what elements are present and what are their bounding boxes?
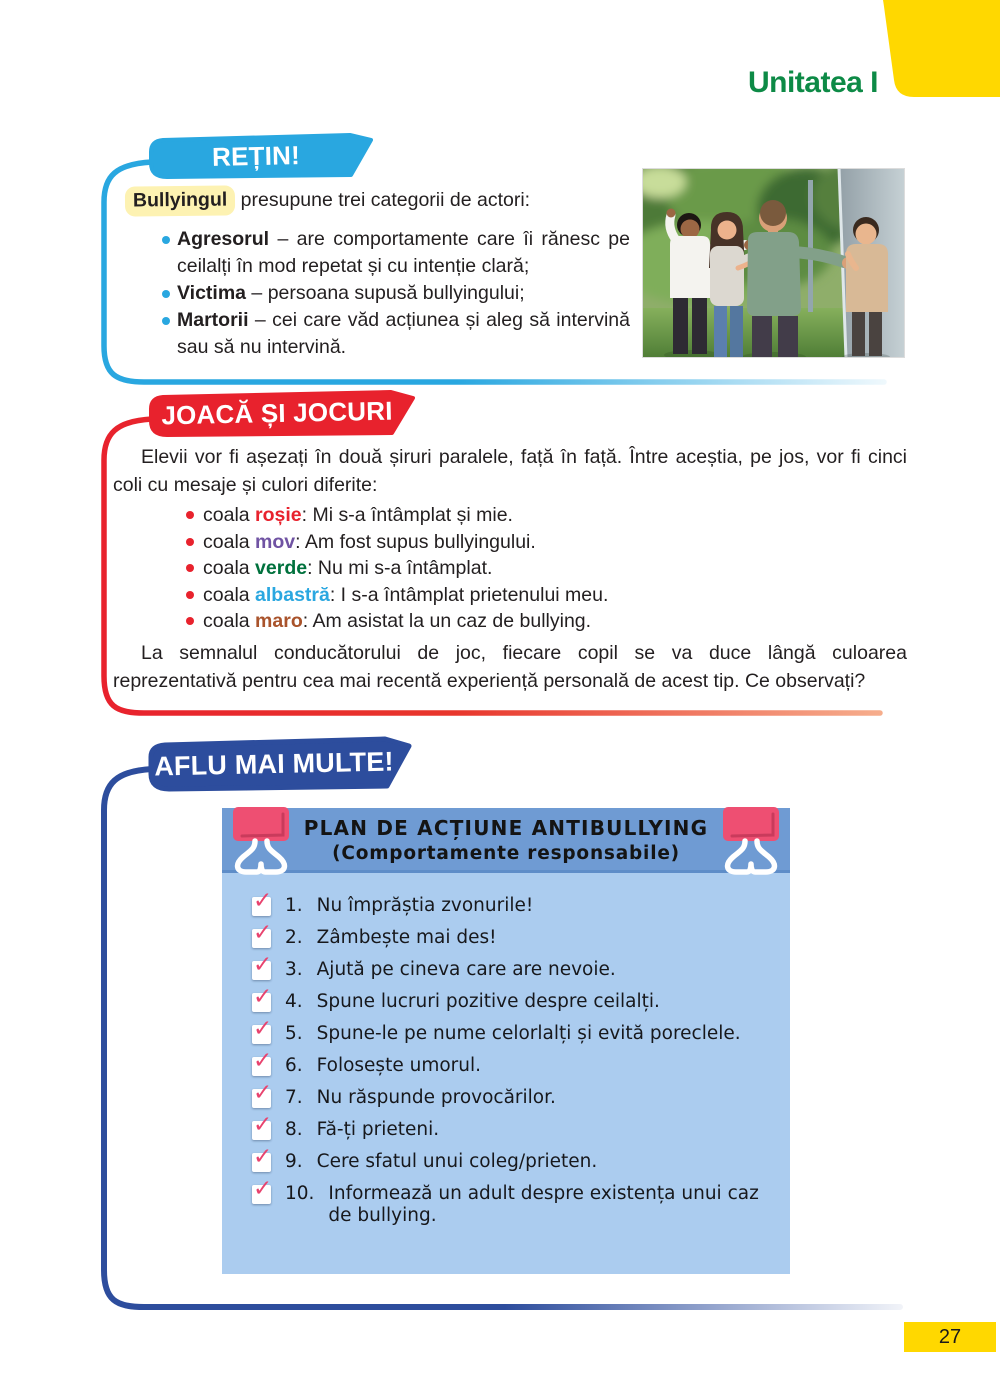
- item-number: 4.: [285, 991, 303, 1012]
- checklist-item: [252, 1176, 774, 1227]
- item-number: 2.: [285, 927, 303, 948]
- bullet-lead: coala: [203, 530, 256, 553]
- item-number: 5.: [285, 1023, 303, 1044]
- item-text: Zâmbește mai des!: [316, 927, 497, 948]
- checklist-item: [252, 1016, 774, 1045]
- aflu-banner-label: AFLU MAI MULTE!: [153, 745, 394, 782]
- bullet-text: : Am fost supus bullyingului.: [295, 530, 536, 553]
- item-number: 8.: [285, 1119, 303, 1140]
- highlighted-term: Bullyingul: [125, 185, 236, 216]
- list-item: [186, 502, 806, 529]
- checkmark-icon: ✓: [253, 1016, 273, 1042]
- checkmark-icon: ✓: [253, 1144, 273, 1170]
- bullet-text: : I s-a întâmplat prietenului meu.: [329, 583, 609, 606]
- checklist-item: [252, 920, 774, 949]
- checkmark-icon: ✓: [253, 920, 273, 946]
- checklist-item: [252, 952, 774, 981]
- checklist-item: [252, 1144, 774, 1173]
- panel-title-line1: PLAN DE ACȚIUNE ANTIBULLYING: [303, 816, 709, 840]
- panel-title: [292, 815, 720, 867]
- color-word-rosie: roșie: [255, 504, 302, 526]
- color-word-mov: mov: [255, 530, 296, 553]
- bullet-term: Martorii: [177, 309, 249, 331]
- checkbox-checked-icon: [252, 1144, 273, 1172]
- joaca-banner-label: JOACĂ ȘI JOCURI: [161, 395, 393, 430]
- item-text: Folosește umorul.: [316, 1055, 482, 1076]
- item-text: Cere sfatul unui coleg/prieten.: [316, 1151, 598, 1172]
- checkbox-checked-icon: [252, 1112, 273, 1140]
- retin-banner-label: REȚIN!: [211, 139, 301, 172]
- unit-title: Unitatea I: [747, 66, 878, 99]
- joaca-paragraph-1: Elevii vor fi așezați în două șiruri paralele, față în față. Între aceștia, pe jos, vor fi cinci coli cu mesaje și culori diferite:: [113, 446, 907, 496]
- item-text: Nu răspunde provocărilor.: [316, 1087, 556, 1108]
- binder-clip-icon: [720, 804, 782, 880]
- color-word-maro: maro: [255, 610, 303, 632]
- item-text: Spune-le pe nume celorlalți și evită poreclele.: [316, 1023, 741, 1044]
- checkmark-icon: ✓: [253, 952, 273, 978]
- bullet-text: : Mi s-a întâmplat și mie.: [301, 504, 513, 526]
- retin-section: [133, 186, 630, 361]
- checkmark-icon: ✓: [253, 1048, 273, 1074]
- item-number: 7.: [285, 1087, 303, 1108]
- bullet-lead: coala: [203, 557, 256, 579]
- item-text: Nu împrăștia zvonurile!: [316, 895, 534, 916]
- checkmark-icon: ✓: [253, 1112, 273, 1138]
- checkbox-checked-icon: [252, 1048, 273, 1076]
- bullet-text: – persoana supusă bullyingului;: [246, 282, 525, 304]
- bullet-text: : Am asistat la un caz de bullying.: [302, 610, 592, 632]
- bullet-term: Victima: [177, 282, 247, 304]
- checkmark-icon: ✓: [253, 1080, 273, 1106]
- antibullying-checklist: [252, 888, 774, 1227]
- corner-yellow-shape: [883, 0, 1000, 97]
- joaca-bullet-list: [186, 502, 806, 635]
- page-number-badge: [904, 1322, 996, 1352]
- item-number: 10.: [285, 1183, 315, 1204]
- checklist-item: [252, 1080, 774, 1109]
- panel-title-line2: (Comportamente responsabile): [332, 843, 680, 864]
- checkmark-icon: ✓: [253, 888, 273, 914]
- checkbox-checked-icon: [252, 984, 273, 1012]
- list-item: [186, 555, 806, 582]
- checkmark-icon: ✓: [253, 1176, 273, 1202]
- bullet-lead: coala: [203, 583, 256, 606]
- list-item: [133, 280, 630, 307]
- color-word-albastra: albastră: [255, 583, 330, 606]
- checklist-item: [252, 888, 774, 917]
- retin-intro: [133, 186, 630, 216]
- list-item: [186, 608, 806, 635]
- antibullying-plan-panel: [222, 808, 790, 1274]
- bullying-photo: [642, 168, 905, 358]
- checkbox-checked-icon: [252, 1176, 273, 1204]
- checklist-item: [252, 1112, 774, 1141]
- list-item: [133, 307, 630, 361]
- checkbox-checked-icon: [252, 1080, 273, 1108]
- color-word-verde: verde: [255, 557, 308, 579]
- binder-clip-icon: [230, 804, 292, 880]
- checkbox-checked-icon: [252, 952, 273, 980]
- bullet-term: Agresorul: [177, 228, 270, 250]
- bullet-lead: coala: [203, 504, 256, 526]
- bullet-text: – cei care văd acțiunea și aleg să intervină sau să nu intervină.: [177, 309, 630, 358]
- checklist-item: [252, 1048, 774, 1077]
- joaca-paragraph-2: La semnalul conducătorului de joc, fiecare copil se va duce lângă culoarea reprezentativă pentru cea mai recentă experiență personală de acest tip. Ce observați?: [113, 642, 907, 692]
- item-number: 9.: [285, 1151, 303, 1172]
- retin-intro-text: presupune trei categorii de actori:: [235, 189, 531, 211]
- checkbox-checked-icon: [252, 888, 273, 916]
- bullet-lead: coala: [203, 610, 256, 632]
- list-item: [133, 226, 630, 280]
- retin-bullet-list: [133, 226, 630, 361]
- page-number: 27: [938, 1325, 962, 1348]
- item-number: 6.: [285, 1055, 303, 1076]
- item-text: Fă-ți prieteni.: [316, 1119, 440, 1140]
- checkbox-checked-icon: [252, 920, 273, 948]
- checkbox-checked-icon: [252, 1016, 273, 1044]
- item-text: Ajută pe cineva care are nevoie.: [316, 959, 616, 980]
- item-number: 1.: [285, 895, 303, 916]
- bullet-text: – are comportamente care îi rănesc pe ceilalți în mod repetat și cu intenție clară;: [177, 228, 630, 277]
- checklist-item: [252, 984, 774, 1013]
- list-item: [186, 582, 806, 609]
- item-text: Spune lucruri pozitive despre ceilalți.: [316, 991, 660, 1012]
- checkmark-icon: ✓: [253, 984, 273, 1010]
- item-number: 3.: [285, 959, 303, 980]
- bullet-text: : Nu mi s-a întâmplat.: [307, 557, 493, 579]
- item-text: Informează un adult despre existența unui caz de bullying.: [328, 1183, 759, 1226]
- list-item: [186, 529, 806, 556]
